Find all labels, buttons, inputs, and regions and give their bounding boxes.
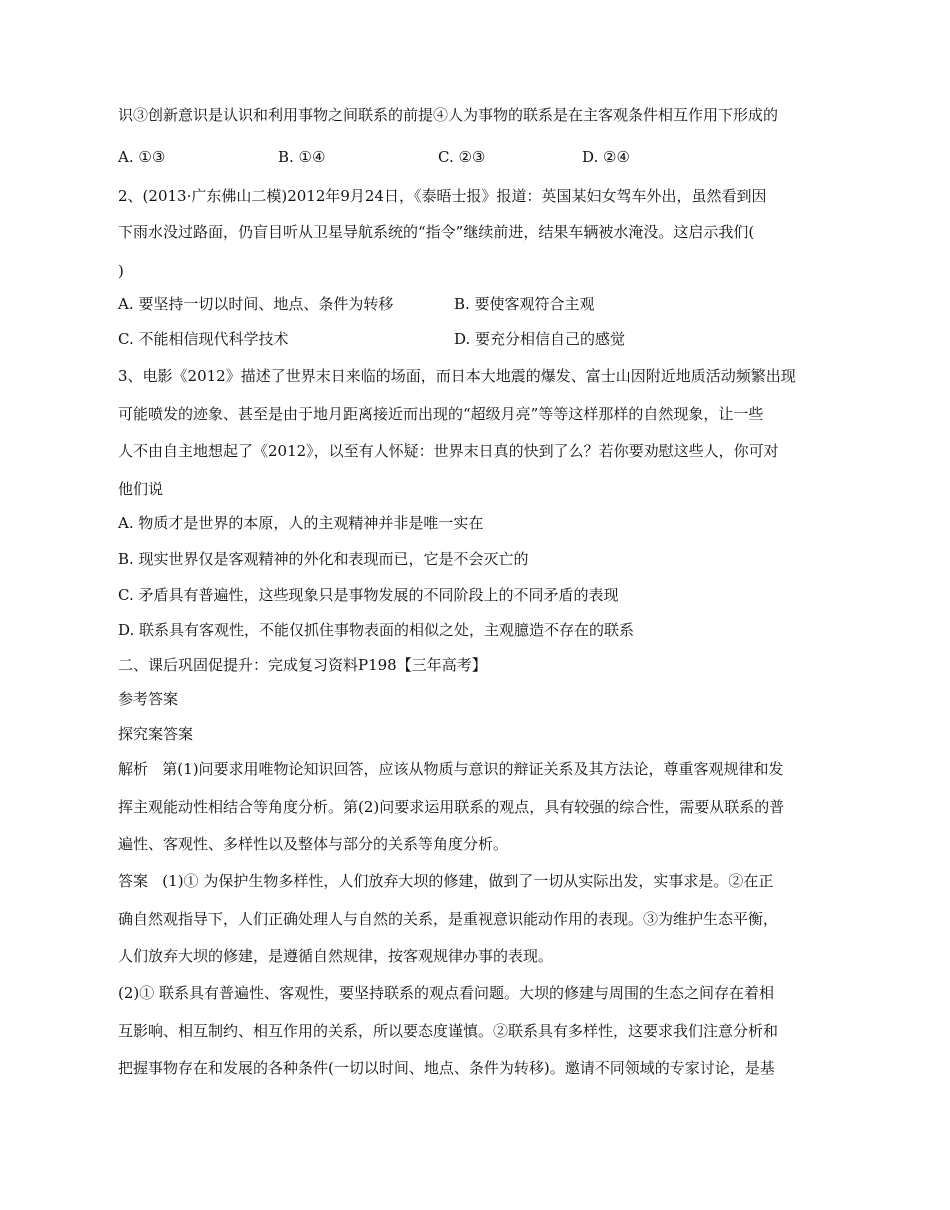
q2-option-d: D. 要充分相信自己的感觉: [454, 330, 626, 348]
question-3-line-3: 人不由自主地想起了《2012》，以至有人怀疑：世界末日真的快到了么？若你要劝慰这些人，你可对: [118, 442, 779, 460]
exploration-answers-title: 探究案答案: [118, 725, 194, 743]
q1-option-b: B. ①④: [278, 148, 326, 166]
question-3-line-2: 可能喷发的迹象、甚至是由于地月距离接近而出现的“超级月亮”等等这样那样的自然现象，让一些: [118, 405, 764, 423]
question-3-line-4: 他们说: [118, 480, 164, 498]
reference-answers-title: 参考答案: [118, 690, 179, 708]
q1-option-a: A. ①③: [118, 148, 166, 166]
answer-line-5: 互影响、相互制约、相互作用的关系，所以要态度谨慎。②联系具有多样性，这要求我们注意分析和: [118, 1022, 779, 1040]
analysis-line-1: 解析 第(1)问要求用唯物论知识回答，应该从物质与意识的辩证关系及其方法论，尊重客观规律和发: [118, 760, 784, 778]
section-2-heading: 二、课后巩固促提升：完成复习资料P198【三年高考】: [118, 656, 487, 674]
answer-line-1: 答案 (1)① 为保护生物多样性，人们放弃大坝的修建，做到了一切从实际出发，实事求是。②在正: [118, 872, 774, 890]
answer-line-6: 把握事物存在和发展的各种条件(一切以时间、地点、条件为转移)。邀请不同领域的专家讨论，是基: [118, 1059, 775, 1077]
q1-option-d: D. ②④: [582, 148, 630, 166]
q3-option-d: D. 联系具有客观性，不能仅抓住事物表面的相似之处，主观臆造不存在的联系: [118, 621, 635, 639]
question-2-line-3: ): [118, 262, 124, 280]
q2-option-b: B. 要使客观符合主观: [454, 295, 595, 313]
analysis-line-2: 挥主观能动性相结合等角度分析。第(2)问要求运用联系的观点，具有较强的综合性，需要从联系的普: [118, 798, 785, 816]
answer-line-4: (2)① 联系具有普遍性、客观性，要坚持联系的观点看问题。大坝的修建与周围的生态之间存在着相: [118, 984, 775, 1002]
question-1-tail: 识③创新意识是认识和利用事物之间联系的前提④人为事物的联系是在主客观条件相互作用下形成的: [118, 106, 779, 124]
q3-option-b: B. 现实世界仅是客观精神的外化和表现而已，它是不会灭亡的: [118, 550, 529, 568]
answer-line-2: 确自然观指导下，人们正确处理人与自然的关系，是重视意识能动作用的表现。③为维护生态平衡，: [118, 910, 779, 928]
q3-option-a: A. 物质才是世界的本原，人的主观精神并非是唯一实在: [118, 514, 484, 532]
answer-line-3: 人们放弃大坝的修建，是遵循自然规律，按客观规律办事的表现。: [118, 947, 554, 965]
q2-option-a: A. 要坚持一切以时间、地点、条件为转移: [118, 295, 394, 313]
question-3-line-1: 3、电影《2012》描述了世界末日来临的场面，而日本大地震的爆发、富士山因附近地质活动频繁出现: [118, 367, 796, 385]
analysis-line-3: 遍性、客观性、多样性以及整体与部分的关系等角度分析。: [118, 835, 509, 853]
q3-option-c: C. 矛盾具有普遍性，这些现象只是事物发展的不同阶段上的不同矛盾的表现: [118, 586, 619, 604]
q2-option-c: C. 不能相信现代科学技术: [118, 330, 289, 348]
question-2-line-1: 2、(2013·广东佛山二模)2012年9月24日，《泰晤士报》报道：英国某妇女驾车外出，虽然看到因: [118, 187, 767, 205]
q1-option-c: C. ②③: [438, 148, 486, 166]
question-2-line-2: 下雨水没过路面，仍盲目听从卫星导航系统的“指令”继续前进，结果车辆被水淹没。这启示我们(: [118, 223, 755, 241]
